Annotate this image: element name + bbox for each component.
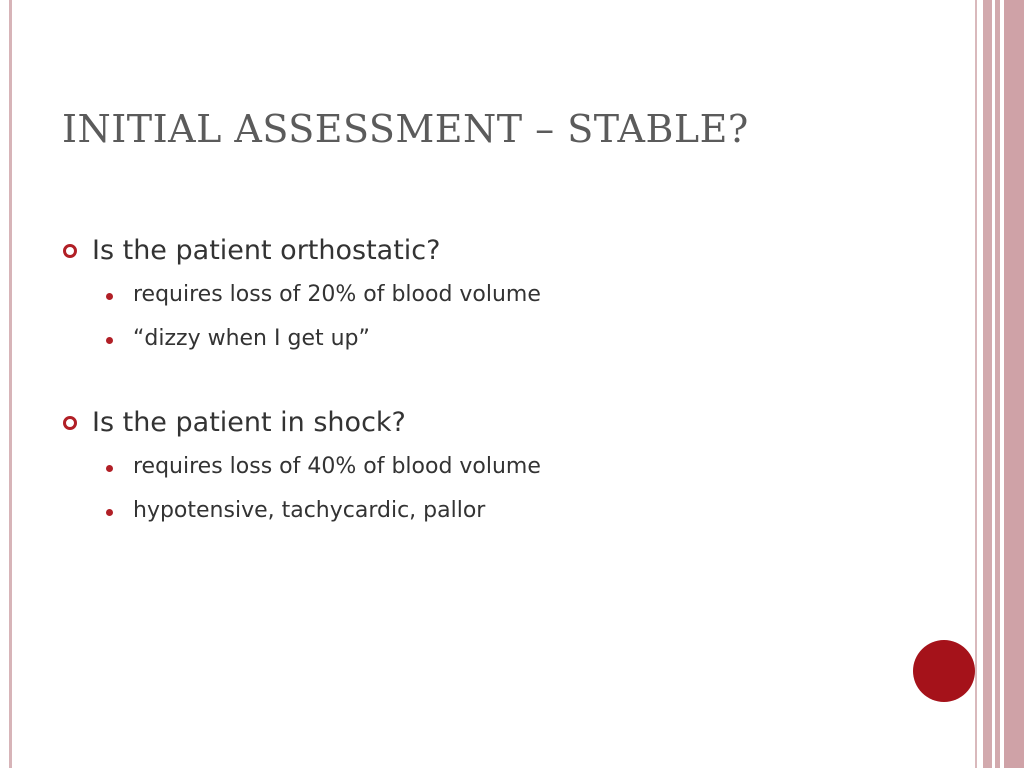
bullet-item (62, 229, 942, 273)
sub-bullet-item (62, 445, 942, 489)
dot-bullet-icon (106, 293, 113, 300)
slide-title: INITIAL ASSESSMENT – STABLE? (62, 107, 749, 151)
decorative-circle (913, 640, 975, 702)
dot-bullet-icon (106, 337, 113, 344)
right-frame-stripe (995, 0, 1000, 768)
ring-bullet-icon (63, 416, 77, 430)
bullet-item (62, 401, 942, 445)
sub-bullet-text: “dizzy when I get up” (133, 326, 370, 351)
right-frame-stripe (975, 0, 977, 768)
bullet-group (62, 401, 942, 533)
right-frame-stripe (983, 0, 992, 768)
sub-bullet-text: requires loss of 40% of blood volume (133, 454, 541, 479)
right-frame-stripe (1004, 0, 1024, 768)
sub-bullet-item (62, 273, 942, 317)
bullet-group (62, 229, 942, 361)
sub-bullet-item (62, 317, 942, 361)
sub-bullet-text: hypotensive, tachycardic, pallor (133, 498, 486, 523)
bullet-text: Is the patient orthostatic? (92, 235, 441, 266)
dot-bullet-icon (106, 509, 113, 516)
left-frame-line (9, 0, 12, 768)
sub-bullet-text: requires loss of 20% of blood volume (133, 282, 541, 307)
dot-bullet-icon (106, 465, 113, 472)
bullet-text: Is the patient in shock? (92, 407, 406, 438)
sub-bullet-item (62, 489, 942, 533)
ring-bullet-icon (63, 244, 77, 258)
